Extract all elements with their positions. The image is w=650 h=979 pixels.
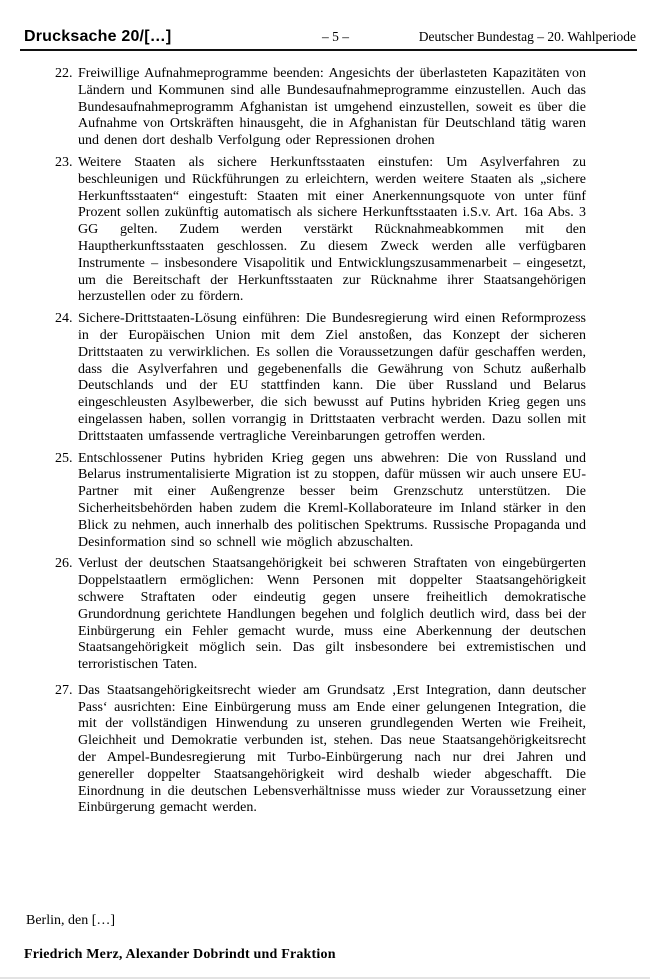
item-text: Das Staatsangehörigkeitsrecht wieder am Grundsatz ‚Erst Integration, dann deutscher Pass‘ ausrichten: Eine Einbürgerung muss am Ende einer gelungenen Integration, die mit der vollständigen Hinwendung zu unseren grundlegenden Werten wie Freiheit, Gleichheit und Demokratie verbunden ist, stehen. Das neue Staatsangehörigkeitsrecht der Ampel-Bundesregierung mit Turbo-Einbürgerung nach nur drei Jahren und genereller doppelter Staatsangehörigkeit wird deshalb wieder abgeschafft. Die Einordnung in die deutschen Lebensverhältnisse muss wieder zur Voraussetzung einer Einbürgerung gemacht werden.: [78, 682, 586, 816]
list-item-26: [55, 556, 586, 674]
demands-list: [55, 66, 586, 817]
list-item-27: [55, 683, 586, 817]
publication-title: Deutscher Bundestag – 20. Wahlperiode: [418, 29, 636, 44]
item-text: Weitere Staaten als sichere Herkunftsstaaten einstufen: Um Asylverfahren zu beschleunigen und Rückführungen zu erleichtern, werden weitere Staaten als „sichere Herkunftsstaaten“ eingestuft: Staaten mit einer Anerkennungsquote von unter fünf Prozent sollen zukünftig automatisch als sichere Herkunftsstaaten i.S.v. Art. 16a Abs. 3 GG gelten. Zudem werden verstärkt Rücknahmeabkommen mit den Hauptherkunftsstaaten geschlossen. Zu diesem Zweck werden alle verfügbaren Instrumente – insbesondere Visapolitik und Entwicklungszusammenarbeit – eingesetzt, um die Bereitschaft der Herkunftsstaaten zur Rücknahme ihrer Staatsangehörigen herzustellen oder zu fördern.: [78, 154, 586, 305]
header-divider: [20, 49, 637, 51]
item-text: Verlust der deutschen Staatsangehörigkeit bei schweren Straftaten von eingebürgerten Doppelstaatlern ermöglichen: Wenn Personen mit doppelter Staatsangehörigkeit schwere Straftaten oder eindeutig gegen unsere freiheitlich demokratische Grundordnung gerichtete Handlungen begehen und folglich deutlich wird, dass bei der Einbürgerung ein Fehler gemacht wurde, muss eine Aberkennung der deutschen Staatsangehörigkeit möglich sein. Das gilt insbesondere bei extremistischen und terroristischen Taten.: [78, 556, 586, 673]
doc-number: Drucksache 20/[…]: [24, 28, 172, 45]
item-number: 24.: [55, 311, 73, 327]
item-number: 25.: [55, 450, 73, 466]
item-number: 27.: [55, 682, 73, 698]
page-header: [24, 26, 636, 46]
list-item-22: [55, 66, 586, 150]
signature-line: Friedrich Merz, Alexander Dobrindt und Fraktion: [24, 947, 336, 962]
list-item-23: [55, 155, 586, 306]
item-number: 26.: [55, 556, 73, 572]
list-item-24: [55, 311, 586, 445]
list-item-25: [55, 451, 586, 552]
item-text: Freiwillige Aufnahmeprogramme beenden: Angesichts der überlasteten Kapazitäten von Ländern und Kommunen sind alle Bundesaufnahmeprogramme einzustellen. Auch das Bundesaufnahmeprogramm Afghanistan ist umgehend einzustellen, soweit es über die Aufnahme von Ortskräften hinausgeht, die in Afghanistan für Deutschland tätig waren und denen dort deshalb Verfolgung oder Repressionen drohen: [78, 66, 586, 149]
item-text: Entschlossener Putins hybriden Krieg gegen uns abwehren: Die von Russland und Belarus instrumentalisierte Migration ist zu stoppen, dafür müssen wir auch unsere EU-Partner mit einer Außengrenze besser beim Grenzschutz unterstützen. Die Sicherheitsbehörden haben zudem die Kreml-Kollaborateure im Inland stärker in den Blick zu nehmen, auch innerhalb des politischen Spektrums. Russische Propaganda und Desinformation sind so schnell wie möglich abzuschalten.: [78, 450, 586, 550]
closing-place-date: Berlin, den […]: [26, 913, 116, 928]
item-text: Sichere-Drittstaaten-Lösung einführen: Die Bundesregierung wird einen Reformprozess in der Europäischen Union mit dem Ziel anstoßen, das Konzept der sicheren Drittstaaten zu verwirklichen. Es sollen die Voraussetzungen dafür geschaffen werden, dass die Asylverfahren und gegebenenfalls die Gewährung von Schutz außerhalb Deutschlands und der EU stattfinden kann. Die über Russland und Belarus eingeschleusten Asylbewerber, die sich bewusst auf Putins hybriden Krieg gegen uns eingelassen haben, sollen vorrangig in Drittstaaten verbracht werden. Dazu sollen mit Drittstaaten umfassende vertragliche Vereinbarungen getroffen werden.: [78, 311, 586, 444]
page-number: – 5 –: [322, 29, 349, 44]
item-number: 23.: [55, 154, 73, 170]
item-number: 22.: [55, 66, 73, 81]
